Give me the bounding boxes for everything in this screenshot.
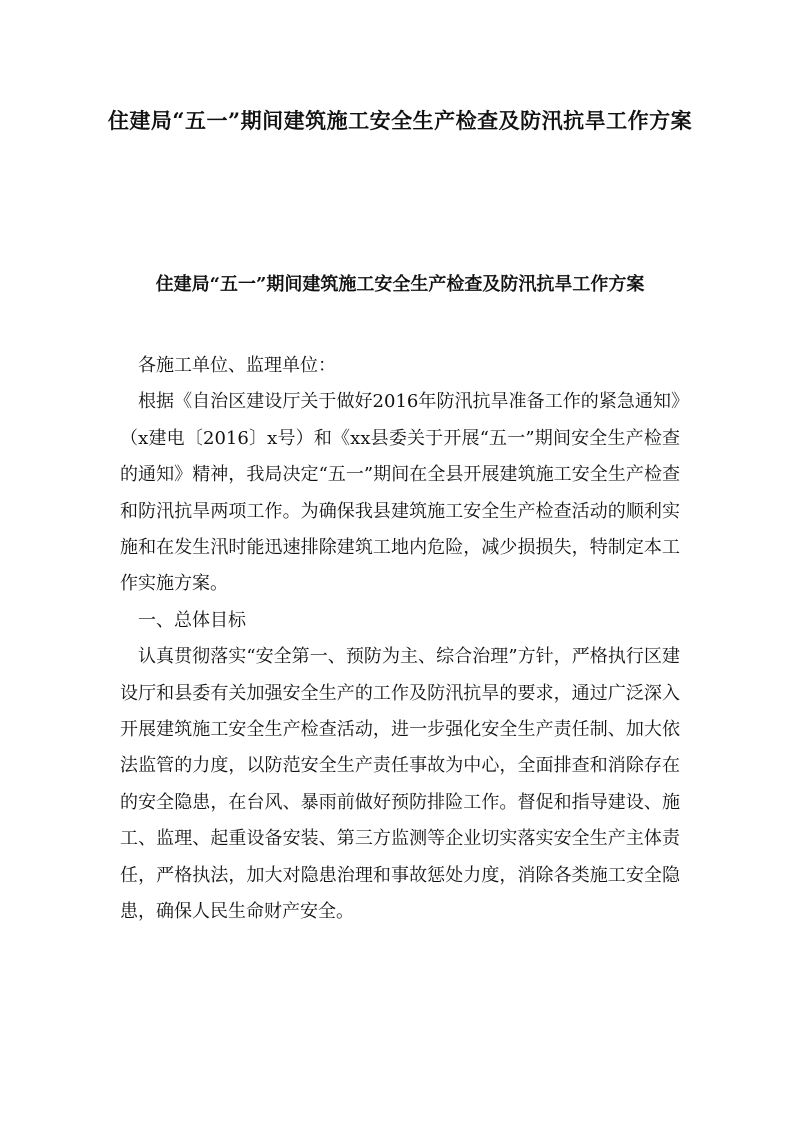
document-body	[120, 348, 680, 931]
section-heading-goals: 一、总体目标	[138, 609, 246, 631]
salutation: 各施工单位、监理单位：	[138, 355, 336, 376]
paragraph-goals: 认真贯彻落实“安全第一、预防为主、综合治理”方针，严格执行区建设厅和县委有关加强安全生产的工作及防汛抗旱的要求，通过广泛深入开展建筑施工安全生产检查活动，进一步强化安全生产责任制、加大依法监管的力度，以防范安全生产责任事故为中心，全面排查和消除存在的安全隐患，在台风、暴雨前做好预防排险工作。督促和指导建设、施工、监理、起重设备安装、第三方监测等企业切实落实安全生产主体责任，严格执法，加大对隐患治理和事故惩处力度，消除各类施工安全隐患，确保人民生命财产安全。	[120, 646, 680, 923]
paragraph-intro: 根据《自治区建设厅关于做好2016年防汛抗旱准备工作的紧急通知》（x建电〔2016〕x号）和《xx县委关于开展“五一”期间安全生产检查的通知》精神，我局决定“五一”期间在全县开展建筑施工安全生产检查和防汛抗旱两项工作。为确保我县建筑施工安全生产检查活动的顺利实施和在发生汛时能迅速排除建筑工地内危险，减少损损失，特制定本工作实施方案。	[120, 391, 680, 595]
document-title: 住建局“五一”期间建筑施工安全生产检查及防汛抗旱工作方案	[107, 108, 693, 133]
document-subtitle: 住建局“五一”期间建筑施工安全生产检查及防汛抗旱工作方案	[155, 274, 645, 295]
